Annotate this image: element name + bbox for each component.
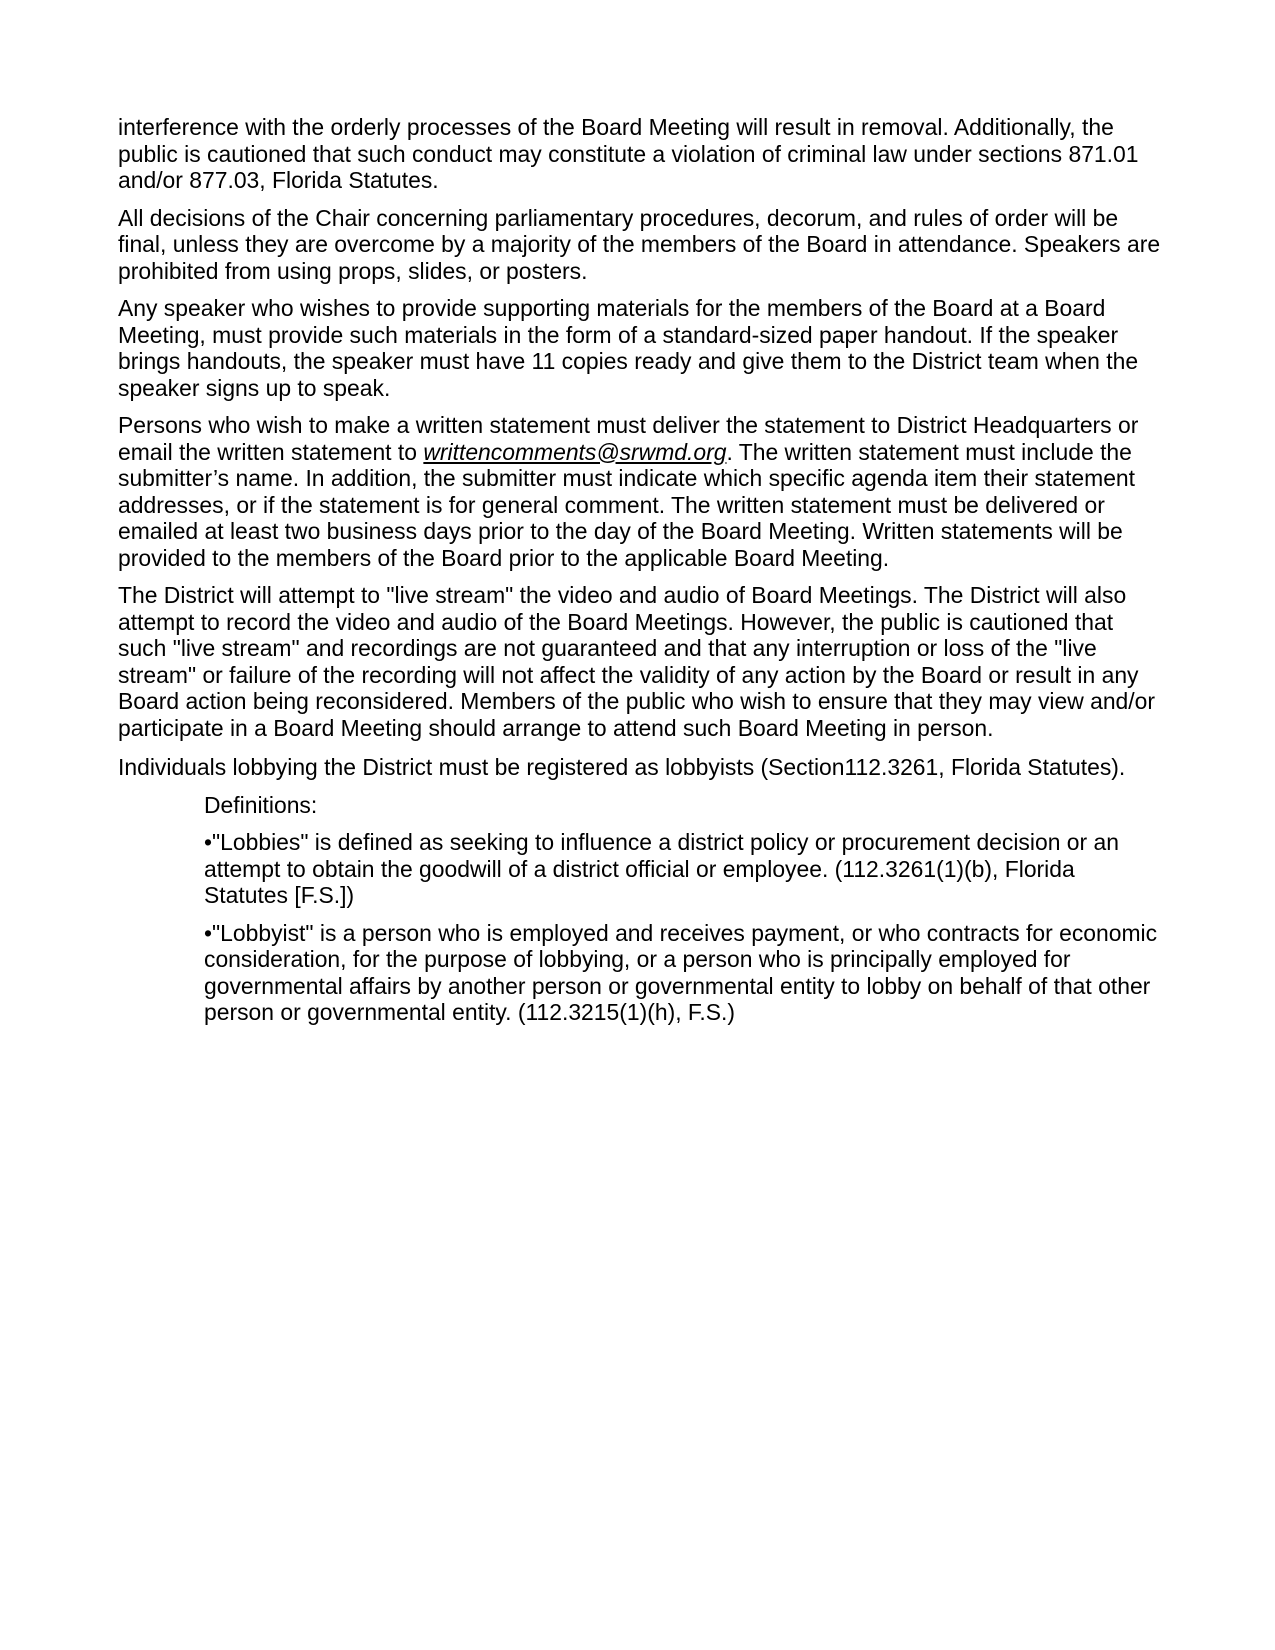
definition-item-lobbyist [204,920,1164,1026]
paragraph-live-stream: The District will attempt to "live stream" the video and audio of Board Meetings. The District will also attempt to record the video and audio of the Board Meetings. However, the public is cautioned that such "live stream" and recordings are not guaranteed and that any interruption or loss of the "live stream" or failure of the recording will not affect the validity of any action by the Board or result in any Board action being reconsidered. Members of the public who wish to ensure that they may view and/or participate in a Board Meeting should arrange to attend such Board Meeting in person. [118,582,1155,741]
definitions-section [118,792,1164,1026]
paragraph-lobbying-registration: Individuals lobbying the District must be registered as lobbyists (Section112.3261, Florida Statutes). [118,754,1126,780]
definition-lobbyist-text: "Lobbyist" is a person who is employed and receives payment, or who contracts for economic consideration, for the purpose of lobbying, or a person who is principally employed for governmental affairs by another person or governmental entity to lobby on behalf of that other person or governmental entity. (112.3215(1)(h), F.S.) [204,919,1158,1025]
paragraph-chair-decisions: All decisions of the Chair concerning parliamentary procedures, decorum, and rules of order will be final, unless they are overcome by a majority of the members of the Board in attendance. Speakers are prohibited from using props, slides, or posters. [118,204,1161,284]
document-content [118,114,1164,1037]
definitions-heading: Definitions: [204,791,318,818]
definition-item-lobbies [204,829,1164,909]
paragraph-written-statements [118,412,1164,571]
written-statements-text-before: Persons who wish to make a written statement must deliver the statement to District Headquarters or email the written statement to [118,412,1139,465]
bullet-icon: • [204,829,213,855]
definition-lobbies-text: "Lobbies" is defined as seeking to influence a district policy or procurement decision or an attempt to obtain the goodwill of a district official or employee. (112.3261(1)(b), Florida Statutes [F.S.]) [204,829,1119,908]
written-statements-text-after: . The written statement must include the submitter’s name. In addition, the submitter must indicate which specific agenda item their statement addresses, or if the statement is for general comment. The written statement must be delivered or emailed at least two business days prior to the day of the Board Meeting. Written statements will be provided to the members of the Board prior to the applicable Board Meeting. [118,438,1136,571]
email-link[interactable]: writtencomments@srwmd.org [423,438,727,465]
paragraph-removal-warning: interference with the orderly processes of the Board Meeting will result in removal. Additionally, the public is cautioned that such conduct may constitute a violation of criminal law under sections 871.01 and/or 877.03, Florida Statutes. [118,114,1139,193]
bullet-icon: • [204,919,213,946]
paragraph-speaker-materials: Any speaker who wishes to provide supporting materials for the members of the Board at a Board Meeting, must provide such materials in the form of a standard-sized paper handout. If the speaker brings handouts, the speaker must have 11 copies ready and give them to the District team when the speaker signs up to speak. [118,295,1139,401]
